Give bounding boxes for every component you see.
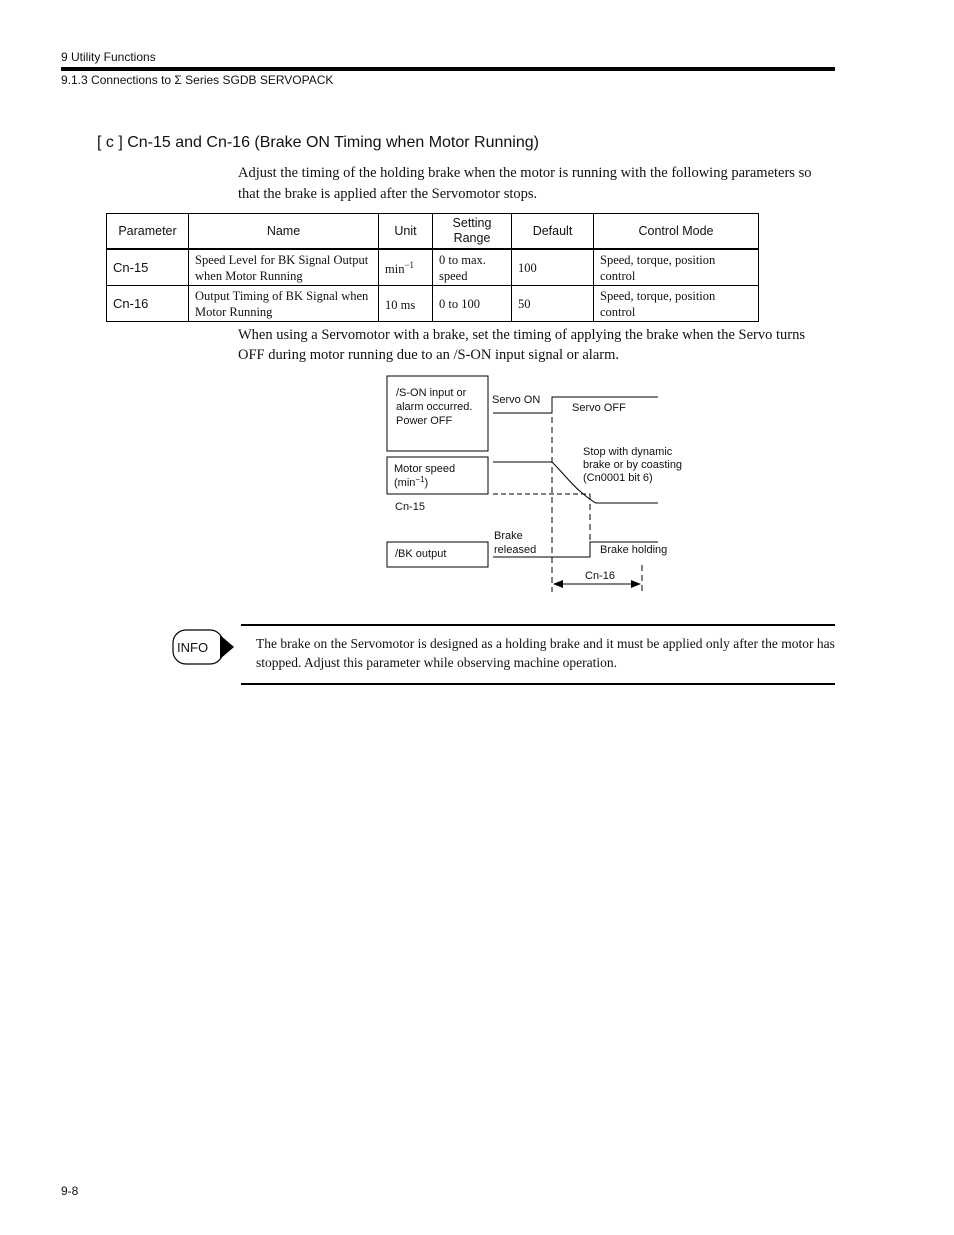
name-cell: Speed Level for BK Signal Output when Motor Running <box>189 249 379 286</box>
unit-base: 10 ms <box>385 298 416 313</box>
after-table-paragraph: When using a Servomotor with a brake, set the timing of applying the brake when the Servo turns OFF during motor running due to an /S-ON input signal or alarm. <box>238 327 805 363</box>
running-header-section: 9.1.3 Connections to Σ Series SGDB SERVOPACK <box>61 73 334 87</box>
brake-released-line-1: Brake <box>494 530 523 542</box>
box3-label: /BK output <box>395 548 447 560</box>
brake-timing-diagram <box>380 370 700 600</box>
setting-range-cell: 0 to max. speed <box>433 249 512 286</box>
info-icon <box>172 628 236 666</box>
setting-range-cell: 0 to 100 <box>433 286 512 322</box>
info-bottom-rule <box>241 683 835 685</box>
brake-released-line-2: released <box>494 544 537 556</box>
stop-note-line-3: (Cn0001 bit 6) <box>583 472 653 484</box>
box2-unit-base: (min <box>394 477 416 489</box>
info-text: The brake on the Servomotor is designed as a holding brake and it must be applied only after the motor has stopped. Adjust this parameter while observing machine operation. <box>256 636 835 670</box>
info-icon-label: INFO <box>177 640 209 655</box>
table-header-row <box>107 214 759 250</box>
brake-holding-label: Brake holding <box>600 544 668 556</box>
default-cell: 50 <box>512 286 594 322</box>
control-mode-cell: Speed, torque, position control <box>594 249 759 286</box>
header-rule <box>61 67 835 71</box>
column-header-parameter: Parameter <box>107 214 189 250</box>
cn16-label: Cn-16 <box>585 570 615 582</box>
parameter-cell: Cn-16 <box>107 286 189 322</box>
stop-note-line-1: Stop with dynamic <box>583 446 673 458</box>
unit-base: min <box>385 262 405 277</box>
column-header-unit: Unit <box>379 214 433 250</box>
name-cell: Output Timing of BK Signal when Motor Running <box>189 286 379 322</box>
table-row <box>107 286 759 322</box>
unit-cell <box>379 286 433 322</box>
column-header-setting-range: Setting Range <box>433 214 512 250</box>
table-row <box>107 249 759 286</box>
stop-note-line-2: brake or by coasting <box>583 459 683 471</box>
unit-cell <box>379 249 433 286</box>
control-mode-cell: Speed, torque, position control <box>594 286 759 322</box>
box1-line-1: /S-ON input or <box>396 387 467 399</box>
unit-superscript: −1 <box>404 260 415 271</box>
box2-line-1: Motor speed <box>394 463 456 475</box>
servo-off-label: Servo OFF <box>572 402 626 414</box>
box2-line-2 <box>394 475 428 489</box>
box1-line-3: Power OFF <box>396 415 453 427</box>
cn15-label: Cn-15 <box>395 501 425 513</box>
column-header-control-mode: Control Mode <box>594 214 759 250</box>
info-top-rule <box>241 624 835 626</box>
parameter-table <box>106 213 759 322</box>
column-header-default: Default <box>512 214 594 250</box>
intro-paragraph: Adjust the timing of the holding brake when the motor is running with the following parameters so that the brake is applied after the Servomotor stops. <box>238 165 812 202</box>
parameter-cell: Cn-15 <box>107 249 189 286</box>
column-header-name: Name <box>189 214 379 250</box>
default-cell: 100 <box>512 249 594 286</box>
section-heading: [ c ] Cn-15 and Cn-16 (Brake ON Timing when Motor Running) <box>97 134 539 151</box>
running-header-chapter: 9 Utility Functions <box>61 50 156 64</box>
servo-on-label: Servo ON <box>492 394 541 406</box>
box2-unit-sup: −1 <box>415 475 425 484</box>
box2-unit-close: ) <box>424 477 429 489</box>
box1-line-2: alarm occurred. <box>396 401 473 413</box>
page-number: 9-8 <box>61 1184 79 1198</box>
